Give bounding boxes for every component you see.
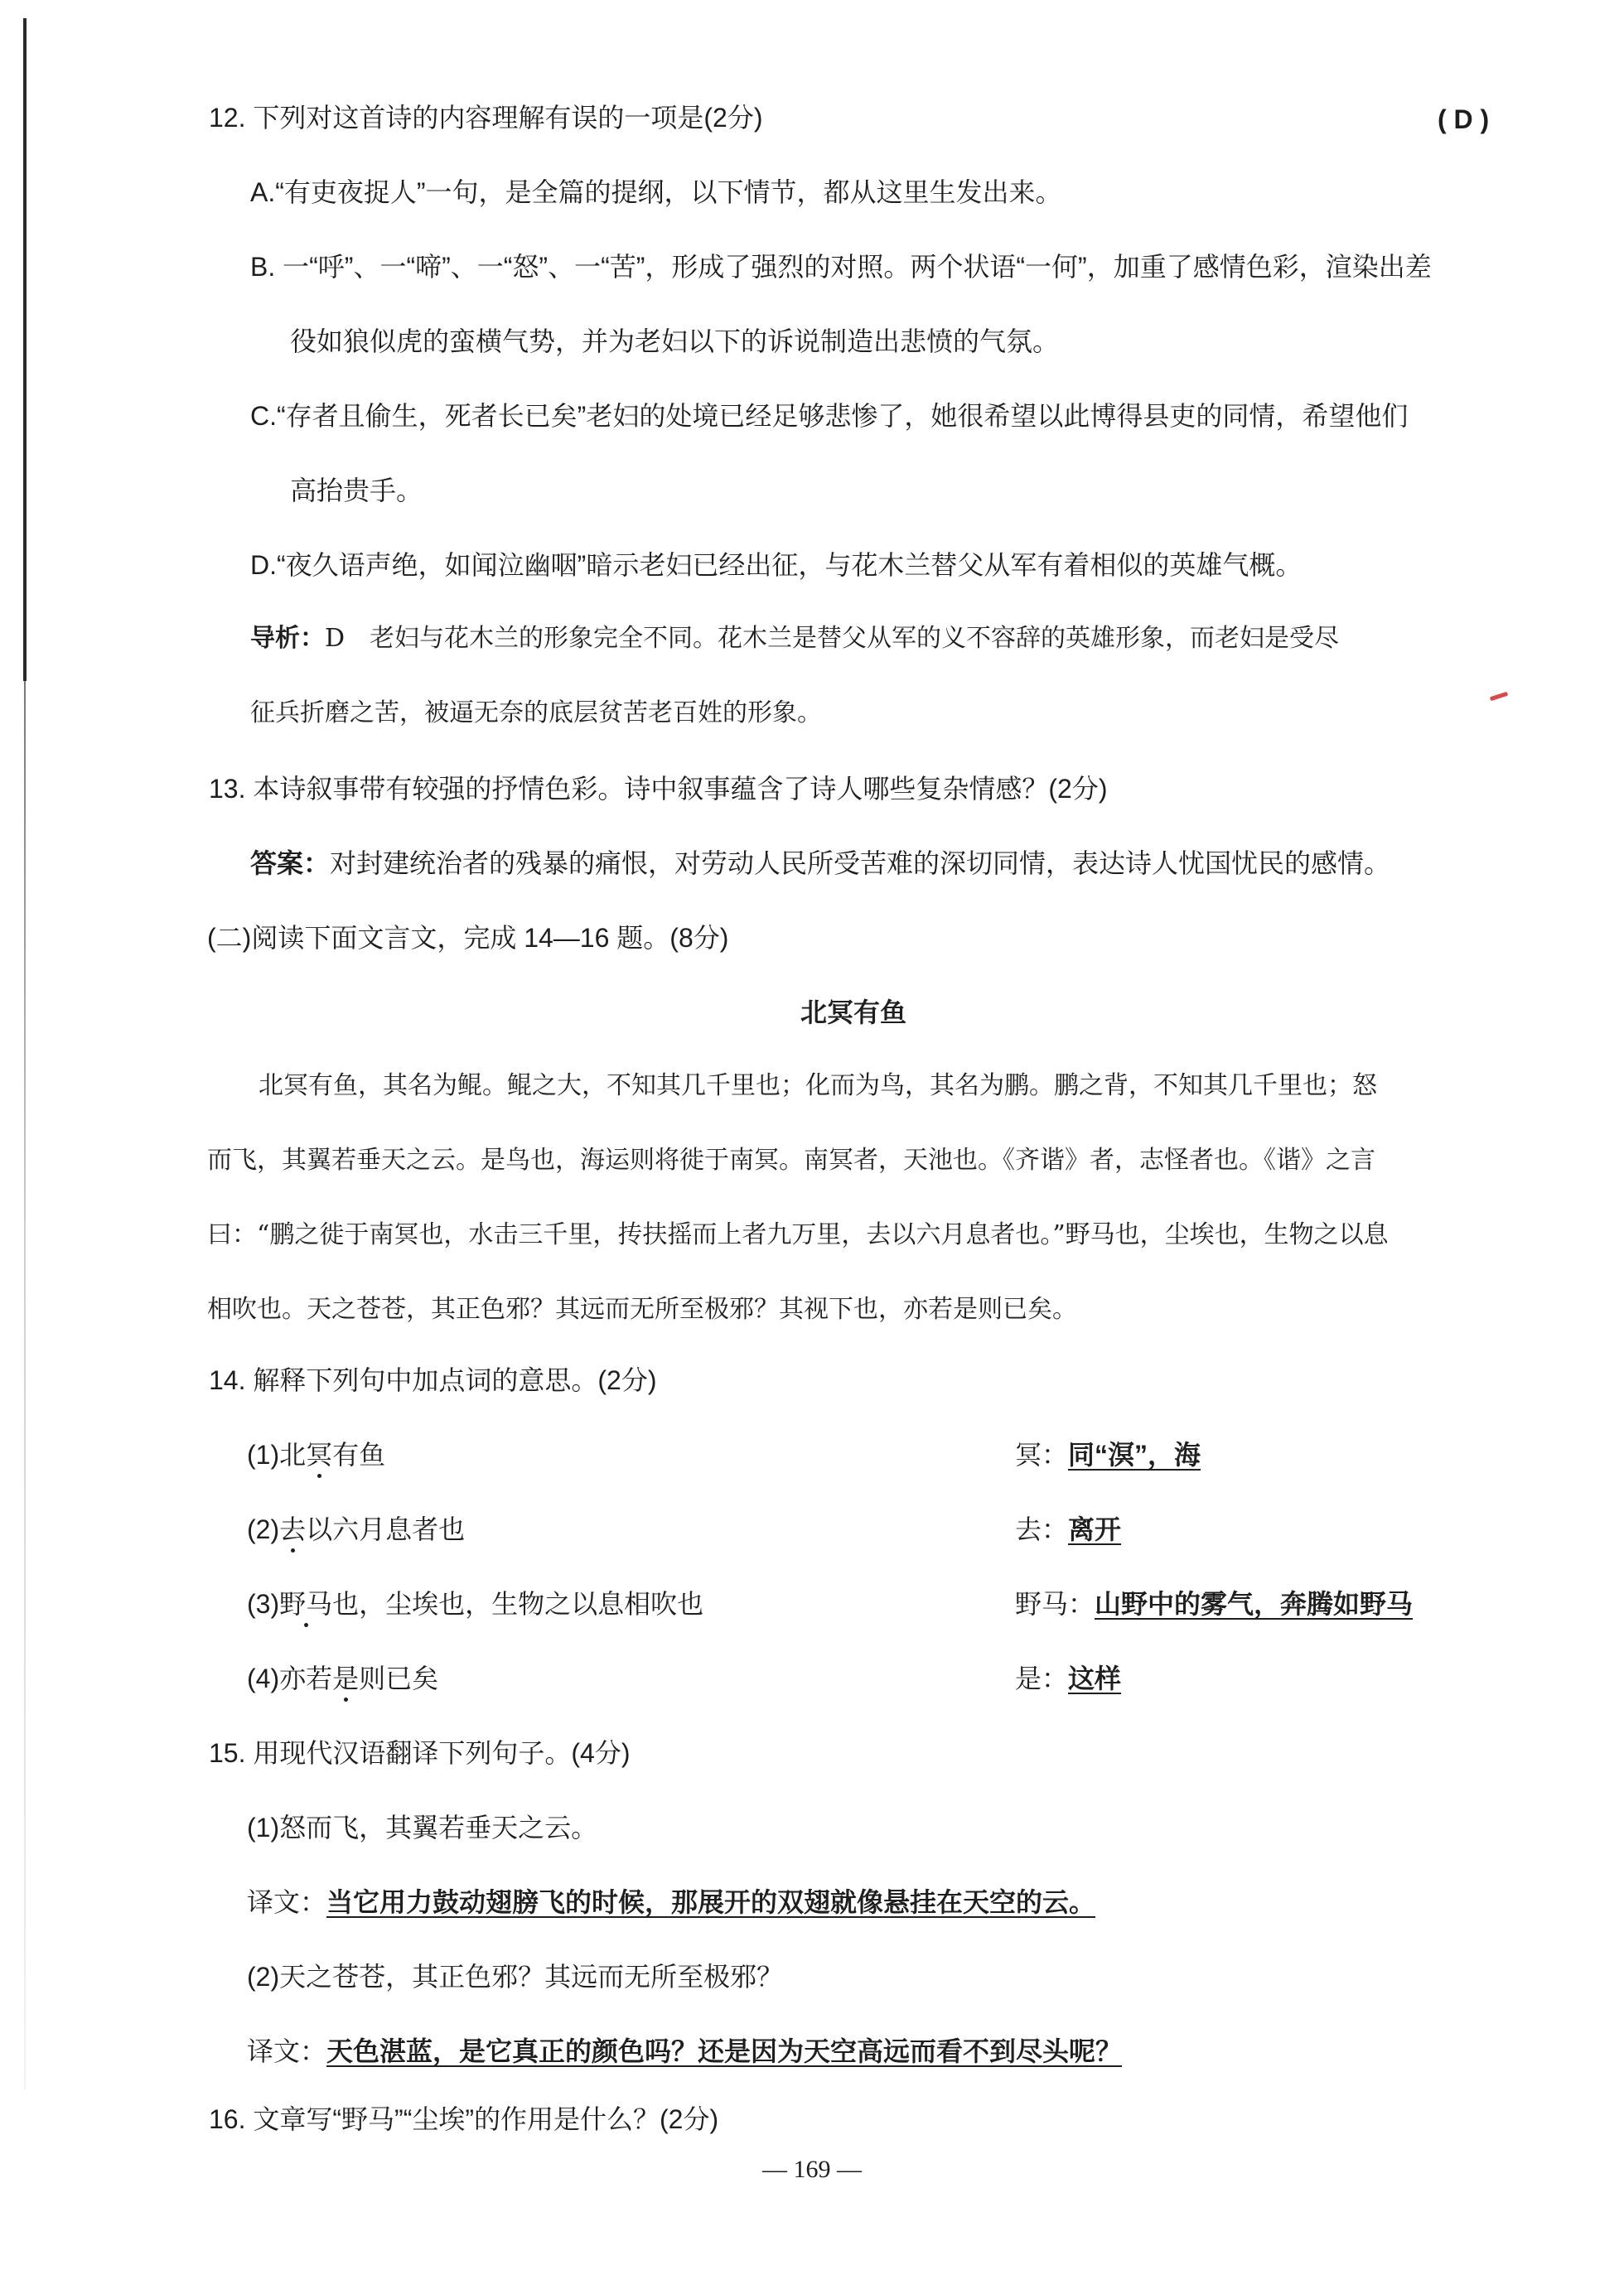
item-text-post: 有鱼 [332, 1440, 386, 1470]
passage-line-4: 相吹也。天之苍苍，其正色邪？其远而无所至极邪？其视下也，亦若是则已矣。 [207, 1295, 1077, 1324]
q13-answer-line [250, 850, 1390, 877]
q15-translation-1 [247, 1889, 1095, 1915]
item-number: (4) [247, 1664, 280, 1693]
dotted-word: 冥 [306, 1440, 333, 1470]
q15-sentence-2: (2)天之苍苍，其正色邪？其远而无所至极邪？ [247, 1962, 784, 1992]
translation-label: 译文： [247, 2036, 327, 2066]
q14-item-2 [247, 1516, 465, 1543]
answer-text: 这样 [1068, 1664, 1122, 1693]
passage-line-1: 北冥有鱼，其名为鲲。鲲之大，不知其几千里也；化而为鸟，其名为鹏。鹏之背，不知其几千里也；怒 [259, 1071, 1377, 1100]
q13-answer-text: 对封建统治者的残暴的痛恨，对劳动人民所受苦难的深切同情，表达诗人忧国忧民的感情。 [330, 848, 1391, 878]
item-text-post: 则已矣 [359, 1664, 439, 1693]
q15-translation-2 [247, 2038, 1122, 2065]
q12-option-b-line1: B. 一“呼”、一“啼”、一“怒”、一“苦”，形成了强烈的对照。两个状语“一何”，加重了感情色彩，渲染出差 [250, 252, 1432, 282]
item-number: (2) [247, 1514, 280, 1544]
answer-text: 山野中的雾气，奔腾如野马 [1095, 1589, 1414, 1619]
binding-edge-shadow [24, 681, 26, 2089]
q12-option-a: A.“有吏夜捉人”一句，是全篇的提纲，以下情节，都从这里生发出来。 [250, 177, 1062, 207]
translation-label: 译文： [247, 1887, 327, 1917]
q12-answer: ( D ) [1438, 104, 1490, 134]
answer-word: 冥： [1015, 1440, 1069, 1470]
answer-text: 同“溟”，海 [1068, 1440, 1201, 1470]
q14-answer-1 [1015, 1442, 1201, 1468]
q14-answer-2 [1015, 1516, 1121, 1543]
q14-stem: 14. 解释下列句中加点词的意思。(2分) [209, 1365, 657, 1395]
passage-line-2: 而飞，其翼若垂天之云。是鸟也，海运则将徙于南冥。南冥者，天池也。《齐谐》者，志怪者也。《谐》之言 [207, 1146, 1375, 1175]
binding-edge-line [23, 18, 27, 681]
item-text-post: 以六月息者也 [306, 1514, 466, 1544]
analysis-text-1: D 老妇与花木兰的形象完全不同。花木兰是替父从军的义不容辞的英雄形象，而老妇是受尽 [325, 624, 1340, 653]
q14-item-1 [247, 1442, 385, 1468]
q15-sentence-1: (1)怒而飞，其翼若垂天之云。 [247, 1813, 598, 1843]
page-number: — 169 — [762, 2156, 862, 2183]
q12-option-c-line1: C.“存者且偷生，死者长已矣”老妇的处境已经足够悲惨了，她很希望以此博得县吏的同情，希望他们 [250, 401, 1409, 431]
answer-word: 是： [1015, 1664, 1069, 1693]
dotted-word: 野马 [279, 1589, 333, 1619]
answer-text: 离开 [1068, 1514, 1122, 1544]
passage-title: 北冥有鱼 [800, 997, 906, 1027]
q14-answer-4 [1015, 1665, 1121, 1692]
passage-line-3: 曰：“鹏之徙于南冥也，水击三千里，抟扶摇而上者九万里，去以六月息者也。”野马也，尘埃也，生物之以息 [207, 1220, 1389, 1249]
dotted-word: 去 [279, 1514, 307, 1544]
q13-stem: 13. 本诗叙事带有较强的抒情色彩。诗中叙事蕴含了诗人哪些复杂情感？(2分) [209, 774, 1108, 804]
analysis-label: 导析： [250, 624, 325, 653]
answer-label: 答案： [250, 848, 331, 878]
red-pen-mark [1490, 692, 1508, 702]
q12-analysis-line2: 征兵折磨之苦，被逼无奈的底层贫苦老百姓的形象。 [250, 698, 822, 727]
q12-option-c-line2: 高抬贵手。 [290, 476, 423, 505]
item-text-post: 也，尘埃也，生物之以息相吹也 [332, 1589, 704, 1619]
item-number: (3) [247, 1589, 280, 1619]
answer-word: 野马： [1015, 1589, 1095, 1619]
q16-stem: 16. 文章写“野马”“尘埃”的作用是什么？(2分) [209, 2104, 719, 2134]
answer-word: 去： [1015, 1514, 1069, 1544]
translation-text: 当它用力鼓动翅膀飞的时候，那展开的双翅就像悬挂在天空的云。 [326, 1887, 1096, 1917]
q14-item-4 [247, 1665, 438, 1692]
section2-heading: (二)阅读下面文言文，完成 14—16 题。(8分) [207, 923, 729, 953]
item-number: (1) [247, 1440, 280, 1470]
q12-stem: 12. 下列对这首诗的内容理解有误的一项是(2分) [209, 103, 763, 133]
q14-item-3 [247, 1591, 703, 1617]
q12-option-b-line2: 役如狼似虎的蛮横气势，并为老妇以下的诉说制造出悲愤的气氛。 [290, 326, 1060, 356]
q15-stem: 15. 用现代汉语翻译下列句子。(4分) [209, 1738, 631, 1768]
q12-option-d: D.“夜久语声绝，如闻泣幽咽”暗示老妇已经出征，与花木兰替父从军有着相似的英雄气概。 [250, 550, 1303, 580]
q12-analysis-line1 [250, 626, 1339, 651]
item-text-pre: 亦若 [279, 1664, 333, 1693]
item-text-pre: 北 [279, 1440, 307, 1470]
translation-text: 天色湛蓝，是它真正的颜色吗？还是因为天空高远而看不到尽头呢？ [326, 2036, 1123, 2066]
dotted-word: 是 [332, 1664, 360, 1693]
q14-answer-3 [1015, 1591, 1413, 1617]
